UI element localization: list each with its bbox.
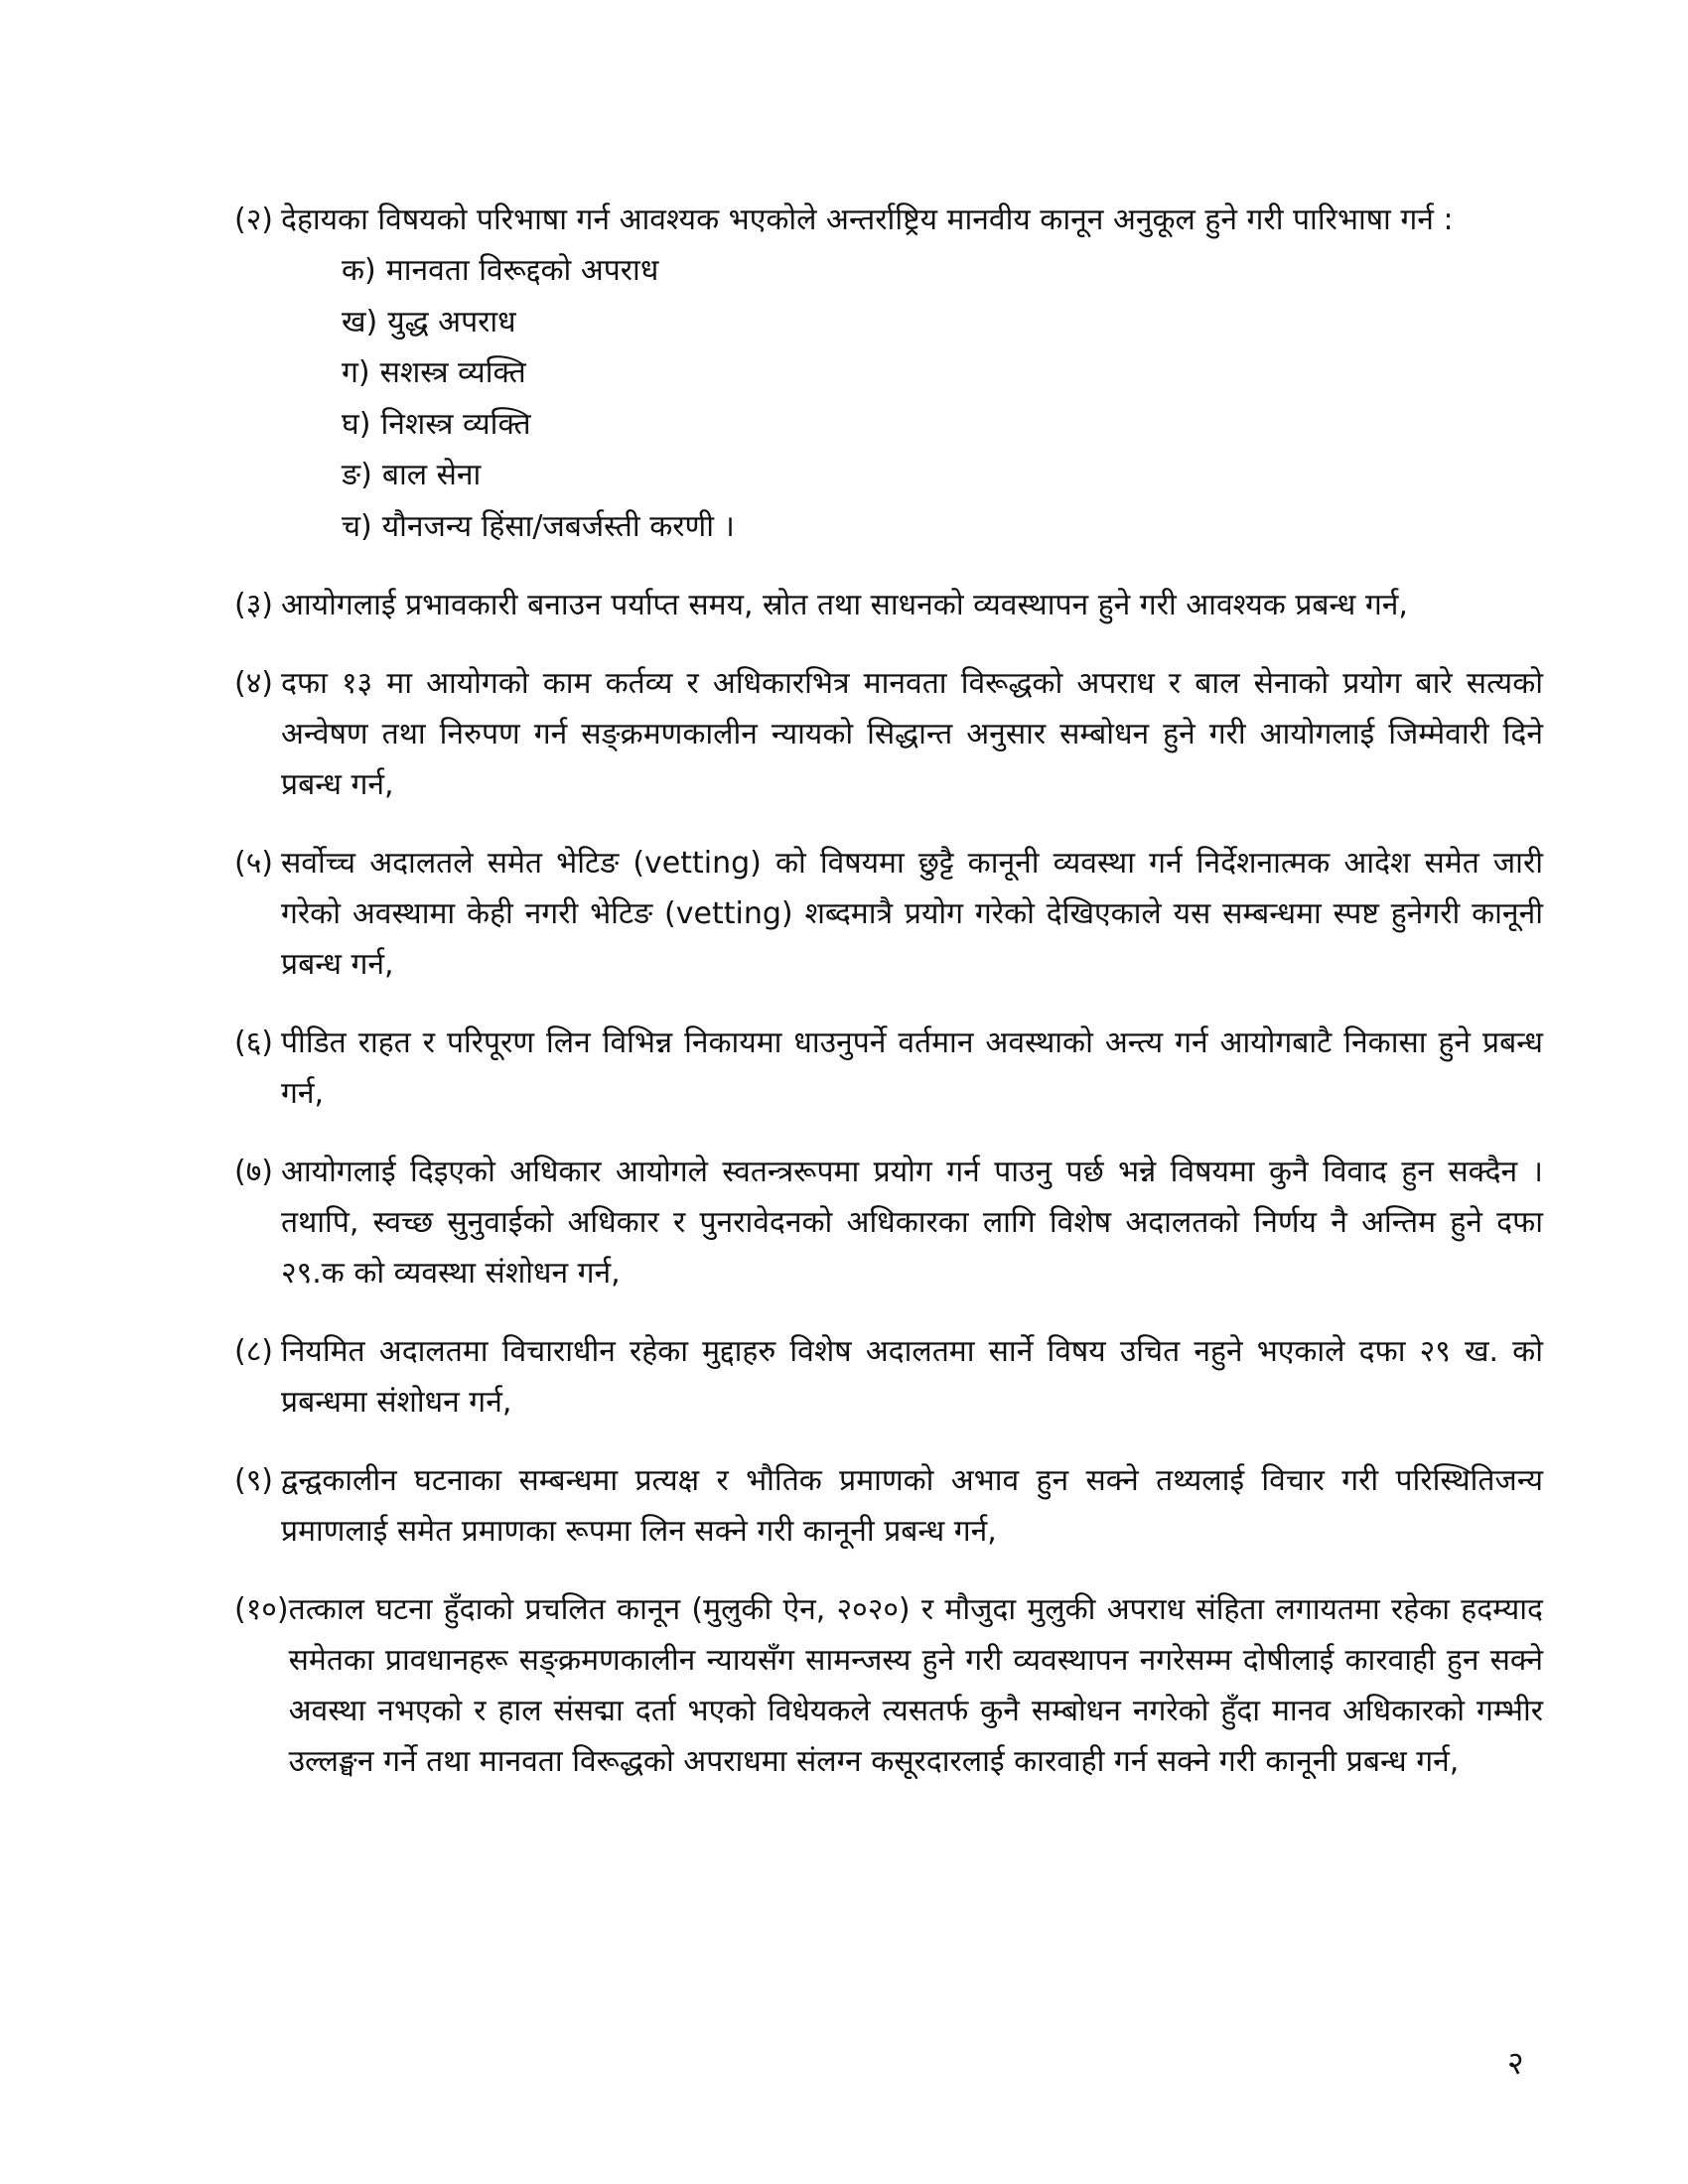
paragraph-text: नियमित अदालतमा विचाराधीन रहेका मुद्दाहरु विशेष अदालतमा सार्ने विषय उचित नहुने भएकाले दफा २९ ख. को प्रबन्धमा संशोधन गर्न,: [281, 1334, 1543, 1420]
document-body: [234, 195, 1543, 1815]
paragraph-6: [234, 1018, 1543, 1119]
paragraph-number: (२): [234, 203, 274, 237]
paragraph-7: [234, 1147, 1543, 1298]
definition-item: [342, 450, 1543, 501]
paragraph-3: [234, 580, 1543, 630]
paragraph-number: (५): [234, 846, 274, 881]
definition-letter: क): [342, 253, 376, 288]
paragraph-text: तत्काल घटना हुँदाको प्रचलित कानून (मुलुकी ऐन, २०२०) र मौजुदा मुलुकी अपराध संहिता लगायतमा रहेका हदम्याद समेतका प्रावधानहरू सङ्क्रमणकालीन न्यायसँग सामन्जस्य हुने गरी व्यवस्थापन नगरेसम्म दोषीलाई कारवाही हुन सक्ने अवस्था नभएको र हाल संसद्मा दर्ता भएको विधेयकले त्यसतर्फ कुनै सम्बोधन नगरेको हुँदा मानव अधिकारको गम्भीर उल्लङ्घन गर्ने तथा मानवता विरूद्धको अपराधमा संलग्न कसूरदारलाई कारवाही गर्न सक्ने गरी कानूनी प्रबन्ध गर्न,: [288, 1592, 1543, 1779]
definition-letter: च): [342, 508, 372, 544]
paragraph-number: (८): [234, 1334, 274, 1369]
paragraph-number: (७): [234, 1155, 274, 1189]
paragraph-5: [234, 838, 1543, 990]
definition-text: मानवता विरूद्दको अपराध: [385, 253, 659, 288]
paragraph-9: [234, 1455, 1543, 1557]
definition-item: [342, 399, 1543, 451]
paragraph-text: द्वन्द्वकालीन घटनाका सम्बन्धमा प्रत्यक्ष र भौतिक प्रमाणको अभाव हुन सक्ने तथ्यलाई विचार गरी परिस्थितिजन्य प्रमाणलाई समेत प्रमाणका रूपमा लिन सक्ने गरी कानूनी प्रबन्ध गर्न,: [281, 1463, 1543, 1549]
paragraph-4: [234, 658, 1543, 810]
paragraph-number: (१०): [234, 1592, 289, 1627]
definition-letter: ख): [342, 304, 378, 340]
definition-text: निशस्त्र व्यक्ति: [380, 406, 531, 442]
paragraph-text: देहायका विषयको परिभाषा गर्न आवश्यक भएकोले अन्तर्राष्ट्रिय मानवीय कानून अनुकूल हुने गरी पारिभाषा गर्न :: [281, 203, 1454, 237]
paragraph-text: आयोगलाई प्रभावकारी बनाउन पर्याप्त समय, स्रोत तथा साधनको व्यवस्थापन हुने गरी आवश्यक प्रबन्ध गर्न,: [281, 588, 1408, 622]
paragraph-text: आयोगलाई दिइएको अधिकार आयोगले स्वतन्त्ररूपमा प्रयोग गर्न पाउनु पर्छ भन्ने विषयमा कुनै विवाद हुन सक्दैन । तथापि, स्वच्छ सुनुवाईको अधिकार र पुनरावेदनको अधिकारका लागि विशेष अदालतको निर्णय नै अन्तिम हुने दफा २९.क को व्यवस्था संशोधन गर्न,: [281, 1155, 1543, 1291]
definition-item: [342, 297, 1543, 348]
paragraph-number: (६): [234, 1025, 274, 1060]
paragraph-2: [234, 195, 1543, 245]
paragraph-number: (९): [234, 1463, 274, 1498]
definition-text: बाल सेना: [381, 458, 482, 492]
definition-letter: ग): [342, 355, 370, 390]
paragraph-text: दफा १३ मा आयोगको काम कर्तव्य र अधिकारभित्र मानवता विरूद्धको अपराध र बाल सेनाको प्रयोग बारे सत्यको अन्वेषण तथा निरुपण गर्न सङ्क्रमणकालीन न्यायको सिद्धान्त अनुसार सम्बोधन हुने गरी आयोगलाई जिम्मेवारी दिने प्रबन्ध गर्न,: [281, 666, 1543, 802]
definition-text: सशस्त्र व्यक्ति: [379, 355, 526, 390]
definition-letter: ङ): [342, 458, 372, 492]
page-number: २: [1507, 2044, 1524, 2082]
definition-item: [342, 245, 1543, 297]
paragraph-8: [234, 1326, 1543, 1428]
paragraph-text: सर्वोच्च अदालतले समेत भेटिङ (vetting) को विषयमा छुट्टै कानूनी व्यवस्था गर्न निर्देशनात्मक आदेश समेत जारी गरेको अवस्थामा केही नगरी भेटिङ (vetting) शब्दमात्रै प्रयोग गरेको देखिएकाले यस सम्बन्धमा स्पष्ट हुनेगरी कानूनी प्रबन्ध गर्न,: [281, 846, 1543, 982]
definition-item: [342, 347, 1543, 399]
definition-letter: घ): [342, 406, 371, 442]
definition-list: [342, 245, 1543, 552]
definition-text: यौनजन्य हिंसा/जबर्जस्ती करणी ।: [381, 508, 735, 544]
definition-item: [342, 501, 1543, 553]
paragraph-text: पीडित राहत र परिपूरण लिन विभिन्न निकायमा धाउनुपर्ने वर्तमान अवस्थाको अन्त्य गर्न आयोगबाटै निकासा हुने प्रबन्ध गर्न,: [281, 1025, 1543, 1111]
paragraph-number: (३): [234, 588, 274, 622]
definition-text: युद्ध अपराध: [387, 304, 516, 340]
paragraph-number: (४): [234, 666, 274, 701]
paragraph-10: [234, 1584, 1543, 1787]
